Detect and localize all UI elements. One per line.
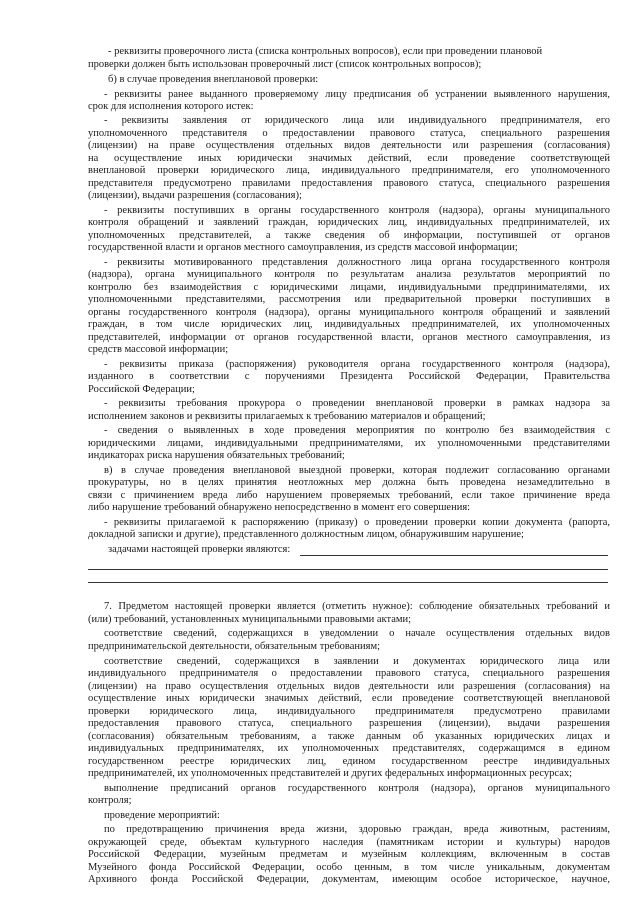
text-line: Музейного фонда Российской Федерации, особо ценным, в том числе уникальным, документам [88, 862, 610, 873]
text-line: - реквизиты мотивированного представления должностного лица органа государственного контроля [104, 257, 610, 268]
text-line: внеплановой проверки юридического лица, индивидуального предпринимателя, его уполномоченного [88, 165, 610, 176]
text-line: осуществление иных юридически значимых действий, если проведение соответствующей внеплановой [88, 693, 610, 704]
text-line: соответствие сведений, содержащихся в уведомлении о начале осуществления отдельных видов [104, 628, 610, 639]
text-line: (лицензии) на право осуществления отдельных видов деятельности или разрешения (согласования) на [88, 681, 610, 692]
text-line: Архивного фонда Российской Федерации, документам, имеющим особое историческое, научное, [88, 874, 610, 885]
text-line: индивидуального предпринимателя о предоставлении правового статуса, специального разрешения [88, 668, 610, 679]
text-line: - реквизиты ранее выданного проверяемому лицу предписания об устранении выявленного нарушения, [104, 89, 610, 100]
text-line: контроля; [88, 795, 132, 806]
text-line: государственной власти и органов местного самоуправления, из средств массовой информации; [88, 242, 518, 253]
text-line: уполномоченного представителя о предоставлении правового статуса, специального разрешения [88, 128, 610, 139]
text-line: предоставления правового статуса, специального разрешения (лицензии), выдачи разрешения [88, 718, 610, 729]
text-line: (лицензии) на праве осуществления отдельных видов деятельности или разрешения (согласования) [88, 140, 610, 151]
text-line: (лицензии), выдачи разрешения (согласования); [88, 190, 302, 201]
text-line: Российской Федерации; [88, 384, 195, 395]
text-line: юридическими лицами, индивидуальными предпринимателями, их уполномоченными представителями [88, 438, 610, 449]
text-line: окружающей среде, объектам культурного наследия (памятникам истории и культуры) народов [88, 837, 610, 848]
text-line: Российской Федерации, музейным предметам и музейным коллекциям, включенным в состав [88, 849, 610, 860]
text-line: предпринимателей, их уполномоченных представителей и других федеральных информационных ресурсах; [88, 768, 573, 779]
text-line: докладной записки и другие), представленного должностным лицом, обнаружившим нарушение; [88, 529, 524, 540]
text-line: индивидуальных предпринимателях, их уполномоченных представителях, содержащимся в едином [88, 743, 610, 754]
text-line: государственном реестре юридических лиц, едином государственном реестре индивидуальных [88, 756, 610, 767]
text-line: уполномоченных представителей, а также сведения об информации, поступившей от органов [88, 230, 610, 241]
text-line: - реквизиты заявления от юридического лица или индивидуального предпринимателя, его [104, 115, 610, 126]
fill-in-blank [88, 582, 608, 583]
text-line: 7. Предметом настоящей проверки является (отметить нужное): соблюдение обязательных требований и [104, 601, 610, 612]
text-line: изданного в соответствии с поручениями Президента Российской Федерации, Правительства [88, 371, 610, 382]
text-line: либо нарушение требований обнаружено непосредственно в момент его совершения: [88, 502, 471, 513]
text-line: - реквизиты проверочного листа (списка контрольных вопросов), если при проведении плановой [108, 46, 543, 57]
text-line: проверки должен быть использован проверочный лист (список контрольных вопросов); [88, 59, 482, 70]
text-line: связи с причинением вреда либо нарушением проверяемых требований, если такое причинение вреда [88, 490, 610, 501]
text-line: предпринимательской деятельности, обязательным требованиям; [88, 641, 381, 652]
text-line: исполнением законов и реквизиты прилагаемых к требованию материалов и обращений; [88, 411, 486, 422]
text-line: органы государственного контроля (надзора), органы муниципального контроля обращений и заявлений [88, 307, 610, 318]
text-line: выполнение предписаний органов государственного контроля (надзора), органов муниципального [104, 783, 610, 794]
text-line: в) в случае проведения внеплановой выездной проверки, которая подлежит согласованию органами [104, 465, 610, 476]
fill-in-blank [88, 569, 608, 570]
text-line: проверки юридического лица, индивидуального предпринимателя предусмотрено правилами [88, 706, 610, 717]
text-line: срок для исполнения которого истек: [88, 101, 254, 112]
text-line: контроля обращений и заявлений граждан, юридических лиц, индивидуальных предпринимателей, их [88, 217, 610, 228]
text-line: уполномоченными представителями, рассмотрения или предварительной проверки поступивших в [88, 294, 610, 305]
text-line: - сведения о выявленных в ходе проведения мероприятия по контролю без взаимодействия с [104, 425, 610, 436]
text-line: - реквизиты поступивших в органы государственного контроля (надзора), органы муниципального [104, 205, 610, 216]
text-line: - реквизиты требования прокурора о проведении внеплановой проверки в рамках надзора за [104, 398, 610, 409]
text-line: по предотвращению причинения вреда жизни, здоровью граждан, вреда животным, растениям, [104, 824, 610, 835]
text-line: (надзора), органа муниципального контроля по результатам анализа результатов мероприятий по [88, 269, 610, 280]
text-line: на осуществление иных юридически значимых действий, если проведение соответствующей [88, 153, 610, 164]
text-line: представителей, информации от органов государственной власти, органов местного самоуправления, из [88, 332, 610, 343]
text-line: контролю без взаимодействия с юридическими лицами, индивидуальными предпринимателями, их [88, 282, 610, 293]
text-line: задачами настоящей проверки являются: [108, 544, 291, 555]
text-line: прокуратуры, но в целях принятия неотложных мер должна быть проведена незамедлительно в [88, 477, 610, 488]
text-line: - реквизиты приказа (распоряжения) руководителя органа государственного контроля (надзора), [104, 359, 610, 370]
text-line: б) в случае проведения внеплановой проверки: [108, 74, 319, 85]
fill-in-blank [300, 555, 608, 556]
text-line: проведение мероприятий: [104, 810, 220, 821]
text-line: соответствие сведений, содержащихся в заявлении и документах юридического лица или [104, 656, 610, 667]
text-line: - реквизиты прилагаемой к распоряжению (приказу) о проведении проверки копии документа (рапорта, [104, 517, 610, 528]
text-line: средств массовой информации; [88, 344, 229, 355]
text-line: индикаторах риска нарушения обязательных требований; [88, 450, 345, 461]
text-line: (согласования) обязательным требованиям, а также данным об указанных юридических лицах и [88, 731, 610, 742]
text-line: (или) требований, установленных муниципальными правовыми актами; [88, 614, 412, 625]
text-line: граждан, в том числе юридических лиц, индивидуальных предпринимателей, их уполномоченных [88, 319, 610, 330]
text-line: представителя предусмотрено правилами предоставления правового статуса, специального разрешения [88, 178, 610, 189]
